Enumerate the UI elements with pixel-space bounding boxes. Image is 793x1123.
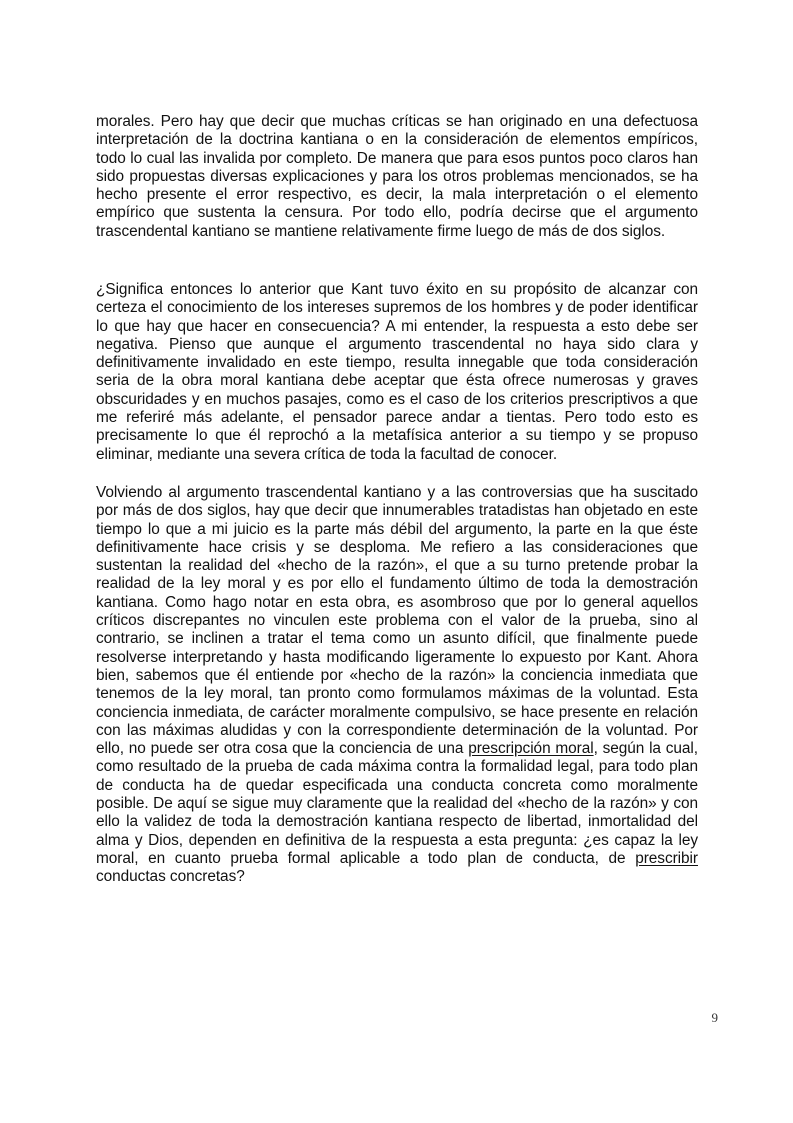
paragraph-3-segment-1: Volviendo al argumento trascendental kantiano y a las controversias que ha suscitado por más de dos siglos, hay que decir que innumerables tratadistas han objetado en este tiempo lo que a mi juicio es la parte más débil del argumento, la parte en la que éste definitivamente hace crisis y se desploma. Me refiero a las consideraciones que sustentan la realidad del «hecho de la razón», el que a su turno pretende probar la realidad de la ley moral y es por ello el fundamento último de toda la demostración kantiana. Como hago notar en esta obra, es asombroso que por lo general aquellos críticos discrepantes no vinculen este problema con el valor de la prueba, sino al contrario, se inclinen a tratar el tema como un asunto difícil, que finalmente puede resolverse interpretando y hasta modificando ligeramente lo expuesto por Kant. Ahora bien, sabemos que él entiende por «hecho de la razón» la conciencia inmediata que tenemos de la ley moral, tan pronto como formulamos máximas de la voluntad. Esta conciencia inmediata, de carácter moralmente compulsivo, se hace presente en relación con las máximas aludidas y con la correspondiente determinación de la voluntad. Por ello, no puede ser otra cosa que la conciencia de una bbox=[96, 484, 698, 758]
page-number: 9 bbox=[711, 1010, 718, 1025]
paragraph-3 bbox=[96, 484, 698, 887]
paragraph-3-text bbox=[96, 484, 698, 887]
paragraph-1-text: morales. Pero hay que decir que muchas críticas se han originado en una defectuosa interpretación de la doctrina kantiana o en la consideración de elementos empíricos, todo lo cual las invalida por completo. De manera que para esos puntos poco claros han sido propuestas diversas explicaciones y para los otros problemas mencionados, se ha hecho presente el error respectivo, es decir, la mala interpretación o el elemento empírico que sustenta la censura. Por todo ello, podría decirse que el argumento trascendental kantiano se mantiene relativamente firme luego de más de dos siglos. bbox=[96, 113, 698, 240]
paragraph-2-text: ¿Significa entonces lo anterior que Kant tuvo éxito en su propósito de alcanzar con certeza el conocimiento de los intereses supremos de los hombres y de poder identificar lo que hay que hacer en consecuencia? A mi entender, la respuesta a esto debe ser negativa. Pienso que aunque el argumento trascendental no haya sido clara y definitivamente invalidado en este tiempo, resulta innegable que toda consideración seria de la obra moral kantiana debe aceptar que ésta ofrece numerosas y graves obscuridades y en muchos pasajes, como es el caso de los criterios prescriptivos a que me referiré más adelante, el pensador parece andar a tientas. Pero todo esto es precisamente lo que él reprochó a la metafísica anterior a su tiempo y se propuso eliminar, mediante una severa crítica de toda la facultad de conocer. bbox=[96, 281, 698, 463]
paragraph-3-segment-2: , según la cual, como resultado de la prueba de cada máxima contra la formalidad legal, para todo plan de conducta ha de quedar especificada una conducta concreta como moralmente posible. De aquí se sigue muy claramente que la realidad del «hecho de la razón» y con ello la validez de toda la demostración kantiana respecto de libertad, inmortalidad del alma y Dios, dependen en definitiva de la respuesta a esta pregunta: ¿es capaz la ley moral, en cuanto prueba formal aplicable a todo plan de conducta, de bbox=[96, 740, 698, 867]
underlined-term-prescripcion-moral: prescripción moral bbox=[468, 740, 594, 758]
underlined-term-prescribir: prescribir bbox=[635, 849, 698, 867]
paragraph-1 bbox=[96, 113, 698, 241]
paragraph-2 bbox=[96, 281, 698, 464]
paragraph-3-segment-3: conductas concretas? bbox=[96, 868, 245, 886]
